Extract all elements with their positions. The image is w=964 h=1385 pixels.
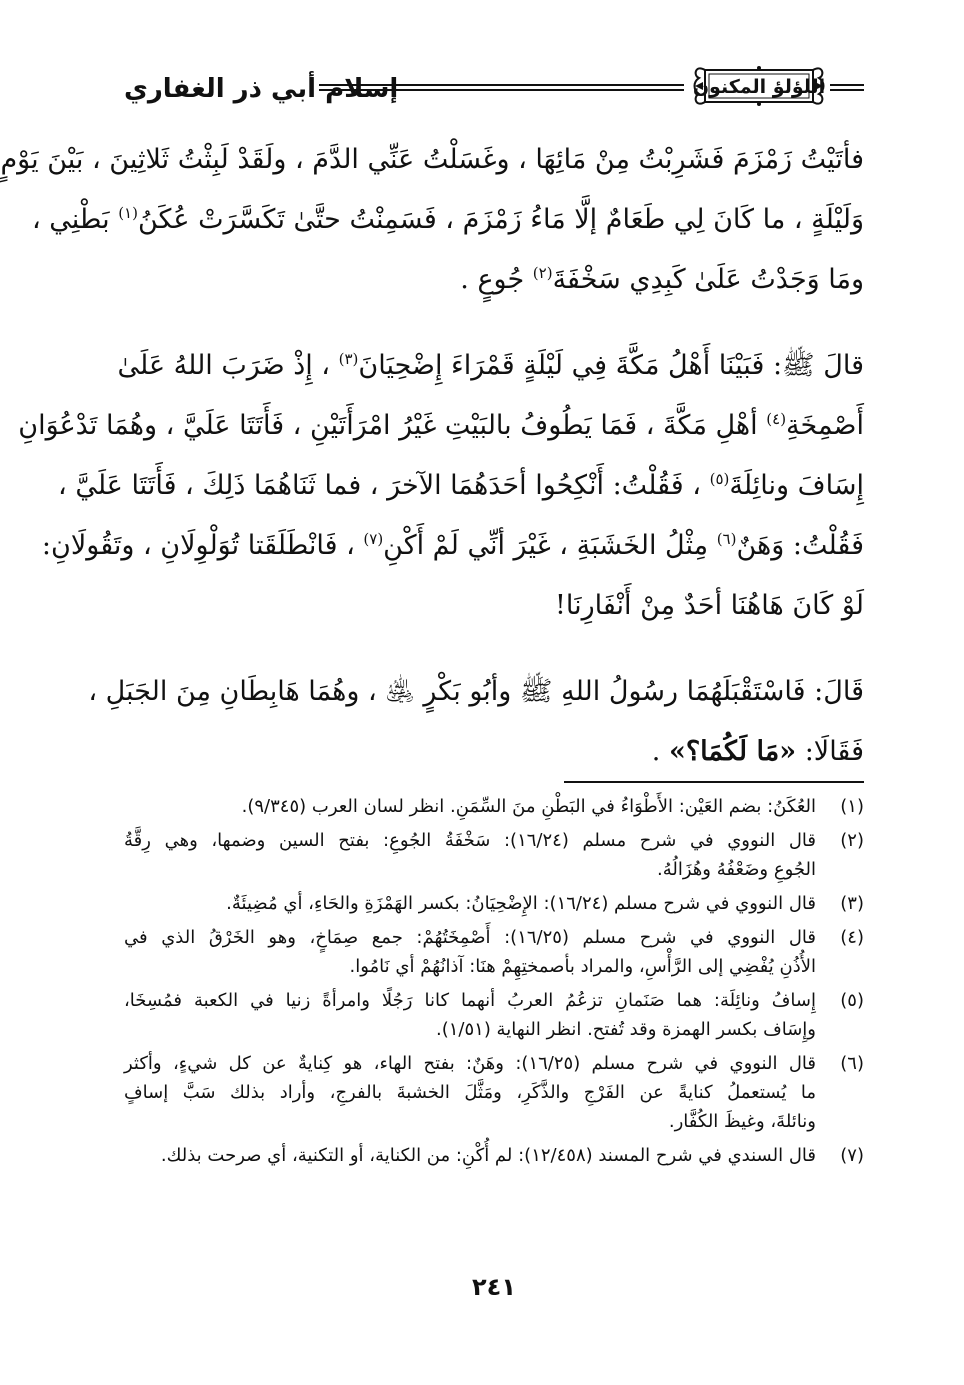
footnote-line: الجُوعِ وضَعْفُهُ وهُزَالُهُ. xyxy=(657,859,816,880)
footnote-line: قال النووي في شرح مسلم (١٦/٢٥): أَصْمِخَتُهُمْ: جمع صِمَاخٍ، وهو الخَرْقُ الذي في xyxy=(124,927,816,948)
text-span: ، فَانْطَلَقَتا تُوَلْوِلَانِ ، وتَقُولَانِ: xyxy=(41,530,364,561)
footnote-ref[interactable]: (٢) xyxy=(532,264,553,282)
text-span: فَقَالَا: xyxy=(796,736,864,767)
footnote-ref[interactable]: (٧) xyxy=(363,530,384,548)
text-span: ، إِذْ ضَرَبَ اللهُ عَلَىٰ xyxy=(117,350,339,381)
text-span: ومَا وَجَدْتُ عَلَىٰ كَبِدِي سَخْفَةَ xyxy=(552,264,864,295)
text-line xyxy=(18,396,864,456)
text-span: مِثْلُ الخَشَبَةِ ، غَيْرَ أنِّي لَمْ أَكْنِ xyxy=(383,530,717,561)
text-line xyxy=(58,456,864,516)
footnote-number: (٣) xyxy=(840,893,864,914)
footnote-line: قال النووي في شرح مسلم (١٦/٢٤): الإِضْحِيَانُ: بكسر الهَمْزَةِ والحَاءِ، أي مُضِيئَةٌ. xyxy=(226,893,816,914)
footnote-number: (١) xyxy=(840,796,864,817)
footnote-5 xyxy=(124,986,864,1044)
footnote-7 xyxy=(124,1141,864,1170)
book-title-ornament xyxy=(691,62,827,110)
footnote-line: ونائلةَ، وغيظَ الكُفَّار. xyxy=(668,1111,816,1132)
paragraph-gap xyxy=(124,636,864,662)
footnote-number: (٢) xyxy=(840,830,864,851)
paragraph-3 xyxy=(88,662,864,782)
footnote-number: (٧) xyxy=(840,1145,864,1166)
footnote-line: وإِسَاف بكسر الهمزة وقد تُفتح. انظر النهاية (١/٥١). xyxy=(435,1019,816,1040)
text-span: جُوعٍ . xyxy=(460,264,533,295)
footnote-ref[interactable]: (١) xyxy=(118,204,138,222)
text-line xyxy=(117,336,864,396)
footnote-ref[interactable]: (٣) xyxy=(338,350,359,368)
text-span: بَطْنِي ، xyxy=(31,204,119,235)
footnote-line: العُكَنُ: بضم العَيْن: الأَطْوَاءُ في البَطْنِ منَ السِّمَنِ. انظر لسان العرب (٩/٣٤٥). xyxy=(241,796,816,817)
main-text xyxy=(0,130,864,782)
footnote-ref[interactable]: (٦) xyxy=(716,530,737,548)
text-line: فأتَيْتُ زَمْزَمَ فَشَرِبْتُ مِنْ مَائِهَا ، وغَسَلْتُ عَنِّي الدَّمَ ، ولَقَدْ لَبِثْتُ ثَلاثِينَ ، بَيْنَ يَوْمٍ xyxy=(0,144,864,175)
paragraph-gap xyxy=(124,310,864,336)
footnote-line: الأُذُنِ يُفْضِي إلى الرَّأْسِ، والمراد بأصمختِهِمْ هنَا: آذانُهُمْ أي نَامُوا. xyxy=(349,956,816,977)
footnote-3 xyxy=(124,889,864,918)
footnote-4 xyxy=(124,923,864,981)
header-rule-right xyxy=(830,84,864,91)
footnote-line: قال النووي في شرح مسلم (١٦/٢٤): سَخْفَةُ الجُوعِ: بفتح السين وضمها، وهي رِقَّةُ xyxy=(124,830,816,851)
footnote-1 xyxy=(124,792,864,821)
text-line xyxy=(124,250,864,310)
footnote-line: إِسافُ ونائِلَة: هما صَنَمانِ تزعُمُ العربُ أنهما كانا رَجُلًا وامرأةً زنيا في الكعبة فمُسِخَا، xyxy=(124,990,816,1011)
footnote-ref[interactable]: (٥) xyxy=(709,470,730,488)
footnote-line: قال النووي في شرح مسلم (١٦/٢٥): وهَنٌ: بفتح الهاء، هو كِنايةٌ عن كل شيءٍ، وأكثر xyxy=(124,1053,816,1074)
text-span: . xyxy=(651,736,669,767)
footnote-line: ما يُستعملُ كنايةً عن الفَرْجِ والذَّكَرِ، ومَثَّلَ الخشبةَ بالفرجِ، وأراد بذلك سَبَّ إسافٍ xyxy=(124,1082,816,1103)
text-line: لَوْ كَانَ هَاهُنَا أحَدٌ مِنْ أَنْفَارِنَا! xyxy=(555,590,864,621)
text-span: قالَ ﷺ: فَبَيْنَا أَهْلُ مَكَّةَ فِي لَيْلَةٍ قَمْرَاءَ إِضْحِيَانَ xyxy=(358,350,864,381)
paragraph-1 xyxy=(0,130,864,310)
text-span: أهْلِ مَكَّةَ ، فَمَا يَطُوفُ بالبَيْتِ غَيْرُ امْرَأَتَيْنِ ، فَأَتَتَا عَلَيَّ ، وهُمَا تَدْعُوَانِ xyxy=(18,410,767,441)
paragraph-2 xyxy=(18,336,864,636)
footnote-2 xyxy=(124,826,864,884)
footnote-number: (٤) xyxy=(840,927,864,948)
footnote-number: (٥) xyxy=(840,990,864,1011)
text-line xyxy=(124,722,864,782)
footnotes xyxy=(124,792,864,1175)
text-line xyxy=(41,516,864,576)
text-span: وَلَيْلَةٍ ، ما كَانَ لِي طَعَامٌ إلَّا مَاءُ زَمْزَمَ ، فَسَمِنْتُ حتَّىٰ تَكَسَّرَتْ عُكَنُ xyxy=(137,204,864,235)
page-number: ٢٤١ xyxy=(472,1273,516,1301)
text-span: أَصْمِخَةِ xyxy=(786,410,864,441)
text-span: إِسَافَ ونائِلَةَ xyxy=(729,470,864,501)
footnote-6 xyxy=(124,1049,864,1136)
chapter-title: إسلام أبي ذر الغفاري xyxy=(124,74,399,104)
text-line xyxy=(31,190,864,250)
book-title: اللؤلؤ المكنون xyxy=(692,76,826,98)
text-span: فَقُلْتُ: وَهَنٌ xyxy=(736,530,864,561)
footnote-separator xyxy=(564,781,864,783)
footnote-line: قال السندي في شرح المسند (١٢/٤٥٨): لم أُكْنِ: من الكناية، أو التكنية، أي صرحت بذلك. xyxy=(160,1145,816,1166)
footnote-ref[interactable]: (٤) xyxy=(766,410,787,428)
text-span: ، فَقُلْتُ: أَنْكِحُوا أحَدَهُمَا الآخرَ ، فما ثَنَاهُمَا ذَلِكَ ، فَأَتَتَا عَلَيَّ ، xyxy=(58,470,710,501)
text-line: قَالَ: فَاسْتَقْبَلَهُمَا رسُولُ اللهِ ﷺ وأبُو بَكْرٍ ﵁ ، وهُمَا هَابِطَانِ مِنَ الجَبَلِ ، xyxy=(88,676,864,707)
running-header xyxy=(124,56,864,116)
quoted-speech: «مَا لَكُمَا؟» xyxy=(668,736,797,767)
footnote-number: (٦) xyxy=(840,1053,864,1074)
